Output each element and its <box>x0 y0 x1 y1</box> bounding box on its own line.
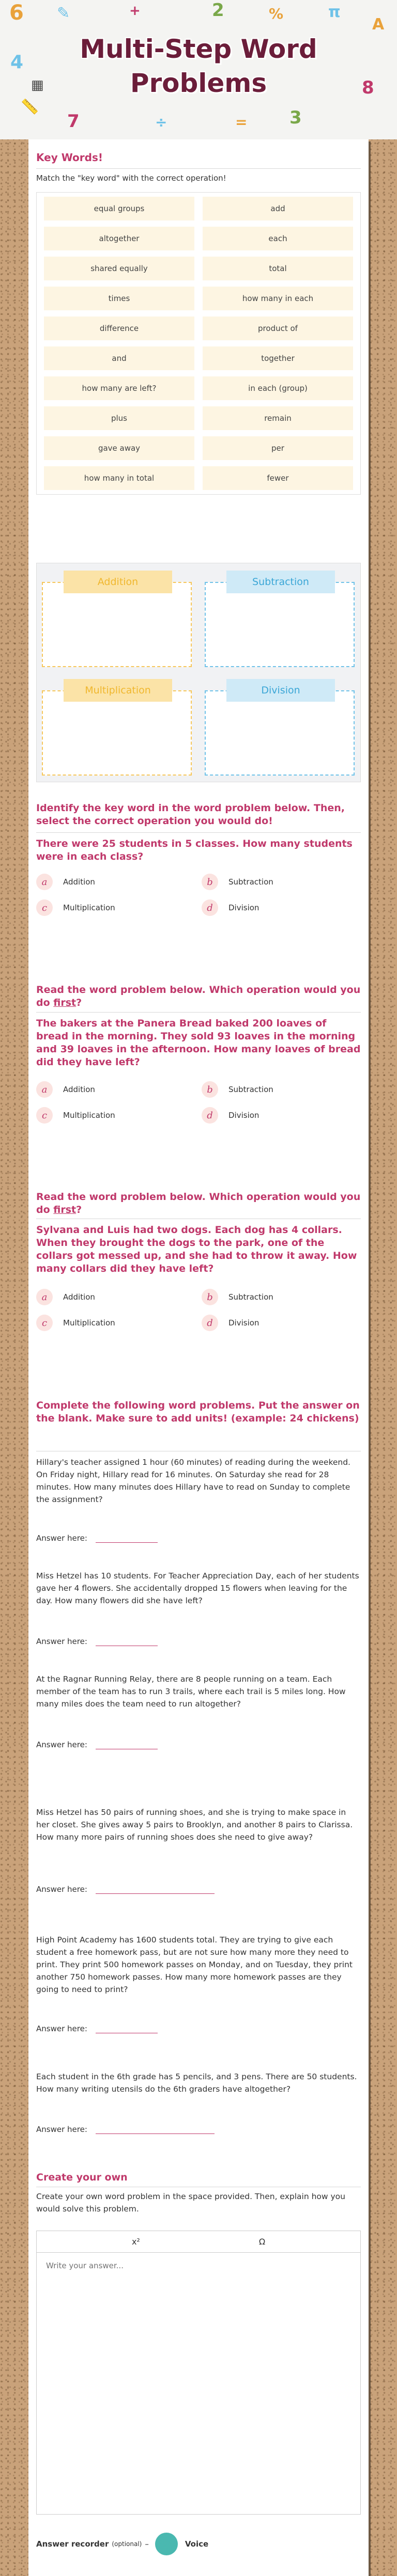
option-label: Subtraction <box>228 877 273 887</box>
option-label: Division <box>228 903 259 912</box>
option-division[interactable] <box>202 1105 357 1126</box>
answer-label: Answer here: <box>36 1534 87 1543</box>
doodle-plus-icon: + <box>129 3 141 19</box>
keyword-row <box>44 257 353 280</box>
option-label: Addition <box>63 877 95 887</box>
keyword-chip[interactable]: equal groups <box>44 197 194 220</box>
keyword-chip[interactable]: together <box>203 346 353 370</box>
answer-recorder <box>36 2533 208 2555</box>
keyword-row <box>44 376 353 400</box>
keyword-chip[interactable]: total <box>203 257 353 280</box>
special-characters-button[interactable]: Ω <box>258 2237 266 2247</box>
keyword-chip[interactable]: each <box>203 227 353 250</box>
option-letter: c <box>36 1107 53 1124</box>
q1-instruction: Identify the key word in the word problem below. Then, select the correct operation you would do! <box>36 802 345 827</box>
keyword-row <box>44 436 353 460</box>
record-voice-button[interactable] <box>155 2533 178 2555</box>
option-label: Division <box>228 1111 259 1120</box>
answer-label: Answer here: <box>36 1885 87 1894</box>
option-division[interactable] <box>202 1313 357 1333</box>
division-drop-zone[interactable] <box>205 685 355 776</box>
q1-problem: There were 25 students in 5 classes. How many students were in each class? <box>36 838 353 862</box>
q2-instruction <box>36 984 361 1009</box>
doodle-number-4: 4 <box>10 52 24 73</box>
keyword-chip[interactable]: plus <box>44 406 194 430</box>
option-letter: a <box>36 1081 53 1098</box>
word-problem-text: Hillary's teacher assigned 1 hour (60 minutes) of reading during the weekend. On Friday night, Hillary read for 16 minutes. On Saturday she read for 28 minutes. How many minutes does Hillary have to read on Sunday to complete the assignment? <box>36 1458 350 1504</box>
answer-row <box>36 1740 361 1749</box>
keywords-section <box>36 151 361 164</box>
option-label: Multiplication <box>63 903 115 912</box>
doodle-number-8: 8 <box>362 77 374 98</box>
answer-editor <box>36 2231 361 2515</box>
q3-instruction-emphasis: first <box>53 1204 77 1215</box>
subtraction-drop-zone[interactable] <box>205 576 355 667</box>
word-problem-text: High Point Academy has 1600 students total. They are trying to give each student a free homework pass, but are not sure how many more they need to print. They print 500 homework passes on Monday, and on Tuesday, they print another 750 homework passes. How many more homework passes are they going to need to print? <box>36 1935 353 1994</box>
option-addition[interactable] <box>36 1287 191 1307</box>
option-letter: b <box>202 1289 218 1305</box>
option-label: Multiplication <box>63 1111 115 1120</box>
answer-label: Answer here: <box>36 2125 87 2134</box>
keyword-chip[interactable]: how many in each <box>203 287 353 310</box>
answer-row <box>36 1534 361 1543</box>
doodle-ruler-icon: 📏 <box>21 98 39 115</box>
recorder-optional: (optional) <box>112 2540 142 2548</box>
answer-row <box>36 2125 361 2134</box>
option-subtraction[interactable] <box>202 1287 357 1307</box>
doodle-number-7: 7 <box>67 111 80 132</box>
q1-options <box>36 872 361 918</box>
divider <box>36 832 361 833</box>
addition-ribbon: Addition <box>64 571 172 593</box>
q3-problem: Sylvana and Luis had two dogs. Each dog has 4 collars. When they brought the dogs to the park, one of the collars got messed up, and she had to throw it away. How many collars did they have left? <box>36 1224 357 1274</box>
option-letter: a <box>36 1289 53 1305</box>
answer-row <box>36 1637 361 1646</box>
option-label: Addition <box>63 1085 95 1094</box>
q2-instruction-end: ? <box>76 997 82 1008</box>
editor-toolbar <box>37 2231 360 2253</box>
doodle-pi-icon: π <box>328 3 341 21</box>
keyword-chip[interactable]: per <box>203 436 353 460</box>
option-label: Addition <box>63 1292 95 1302</box>
q3-instruction <box>36 1191 361 1216</box>
doodle-number-6: 6 <box>9 1 24 25</box>
q2-instruction-text: Read the word problem below. Which operation would you do <box>36 984 361 1008</box>
create-heading: Create your own <box>36 2172 128 2183</box>
option-addition[interactable] <box>36 1079 191 1100</box>
keyword-chip[interactable]: shared equally <box>44 257 194 280</box>
q3-options <box>36 1287 361 1333</box>
keyword-chip[interactable]: altogether <box>44 227 194 250</box>
divider <box>36 168 361 169</box>
doodle-percent-icon: % <box>269 5 284 22</box>
answer-blank[interactable] <box>96 2125 215 2134</box>
word-problem-text: At the Ragnar Running Relay, there are 8 people running on a team. Each member of the team has to run 3 trails, where each trail is 5 miles long. How many miles does the team need to run altogether? <box>36 1674 346 1709</box>
keyword-chip[interactable]: times <box>44 287 194 310</box>
option-label: Subtraction <box>228 1085 273 1094</box>
word-problem-text: Miss Hetzel has 10 students. For Teacher Appreciation Day, each of her students gave her 4 flowers. She accidentally dropped 15 flowers when leaving for the day. How many flowers did she have left? <box>36 1571 359 1605</box>
option-label: Division <box>228 1318 259 1327</box>
doodle-divide-icon: ÷ <box>155 114 167 131</box>
option-multiplication[interactable] <box>36 1313 191 1333</box>
keyword-chip[interactable]: and <box>44 346 194 370</box>
keyword-chip[interactable]: difference <box>44 317 194 340</box>
q3-instruction-end: ? <box>76 1204 82 1215</box>
option-label: Multiplication <box>63 1318 115 1327</box>
answer-blank[interactable] <box>96 1740 158 1749</box>
voice-label: Voice <box>185 2539 209 2549</box>
doodle-letter-a: A <box>372 15 385 34</box>
doodle-number-2: 2 <box>212 0 224 21</box>
addition-drop-zone[interactable] <box>42 576 192 667</box>
keyword-row <box>44 197 353 220</box>
keyword-row <box>44 317 353 340</box>
answer-textarea[interactable] <box>37 2253 360 2514</box>
answer-label: Answer here: <box>36 2024 87 2033</box>
answer-label: Answer here: <box>36 1637 87 1646</box>
recorder-dash: – <box>145 2539 149 2549</box>
doodle-number-3: 3 <box>289 107 302 128</box>
keyword-row <box>44 466 353 490</box>
q2-instruction-emphasis: first <box>53 997 77 1008</box>
keyword-row <box>44 287 353 310</box>
option-letter: b <box>202 874 218 890</box>
option-letter: c <box>36 899 53 916</box>
keyword-row <box>44 346 353 370</box>
option-letter: c <box>36 1315 53 1331</box>
option-multiplication[interactable] <box>36 1105 191 1126</box>
doodle-calculator-icon: ▦ <box>31 77 44 93</box>
doodle-equals-icon: = <box>235 114 248 131</box>
option-multiplication[interactable] <box>36 897 191 918</box>
keyword-chip[interactable]: how many are left? <box>44 376 194 400</box>
answer-blank[interactable] <box>96 1637 158 1646</box>
q2-problem: The bakers at the Panera Bread baked 200 loaves of bread in the morning. They sold 93 loaves in the morning and 39 loaves in the afternoon. How many loaves of bread did they have left? <box>36 1018 361 1068</box>
option-letter: b <box>202 1081 218 1098</box>
option-label: Subtraction <box>228 1292 273 1302</box>
answer-label: Answer here: <box>36 1740 87 1749</box>
division-ribbon: Division <box>226 679 335 702</box>
q3-instruction-text: Read the word problem below. Which operation would you do <box>36 1191 361 1215</box>
keyword-row <box>44 406 353 430</box>
worksheet <box>28 139 369 2576</box>
category-drop-area <box>36 563 361 782</box>
keyword-chip[interactable]: gave away <box>44 436 194 460</box>
multiplication-drop-zone[interactable] <box>42 685 192 776</box>
answer-blank[interactable] <box>96 1534 158 1543</box>
keyword-chip[interactable]: in each (group) <box>203 376 353 400</box>
keyword-row <box>44 227 353 250</box>
keywords-heading: Key Words! <box>36 151 103 164</box>
option-division[interactable] <box>202 897 357 918</box>
answer-row <box>36 1885 361 1894</box>
option-letter: d <box>202 899 218 916</box>
option-letter: d <box>202 1315 218 1331</box>
create-instruction: Create your own word problem in the space provided. Then, explain how you would solve this problem. <box>36 2192 345 2214</box>
divider <box>36 1012 361 1013</box>
word-problem-text: Each student in the 6th grade has 5 pencils, and 3 pens. There are 50 students. How many writing utensils do the 6th graders have altogether? <box>36 2072 357 2094</box>
multiplication-ribbon: Multiplication <box>64 679 172 702</box>
word-problem-text: Miss Hetzel has 50 pairs of running shoes, and she is trying to make space in her closet. She gives away 5 pairs to Brooklyn, and another 8 pairs to Clarissa. How many more pairs of running shoes does she need to give away? <box>36 1808 353 1842</box>
keyword-chip[interactable]: product of <box>203 317 353 340</box>
subtraction-ribbon: Subtraction <box>226 571 335 593</box>
page-title: Multi-Step Word Problems <box>80 34 317 98</box>
superscript-button[interactable]: x² <box>131 2237 140 2247</box>
option-addition[interactable] <box>36 872 191 892</box>
option-subtraction[interactable] <box>202 872 357 892</box>
q2-options <box>36 1079 361 1126</box>
option-subtraction[interactable] <box>202 1079 357 1100</box>
keyword-matching-table <box>36 192 361 495</box>
answer-row <box>36 2024 361 2033</box>
keyword-chip[interactable]: remain <box>203 406 353 430</box>
doodle-pencil-icon: ✎ <box>57 4 70 22</box>
option-letter: d <box>202 1107 218 1124</box>
recorder-label: Answer recorder <box>36 2539 109 2549</box>
keyword-chip[interactable]: add <box>203 197 353 220</box>
keywords-instruction: Match the "key word" with the correct operation! <box>36 173 226 183</box>
option-letter: a <box>36 874 53 890</box>
wordproblems-instruction: Complete the following word problems. Put the answer on the blank. Make sure to add units! (example: 24 chickens) <box>36 1400 360 1424</box>
header-banner <box>0 0 397 139</box>
answer-blank[interactable] <box>96 2024 158 2033</box>
answer-blank[interactable] <box>96 1885 215 1894</box>
keyword-chip[interactable]: how many in total <box>44 466 194 490</box>
keyword-chip[interactable]: fewer <box>203 466 353 490</box>
